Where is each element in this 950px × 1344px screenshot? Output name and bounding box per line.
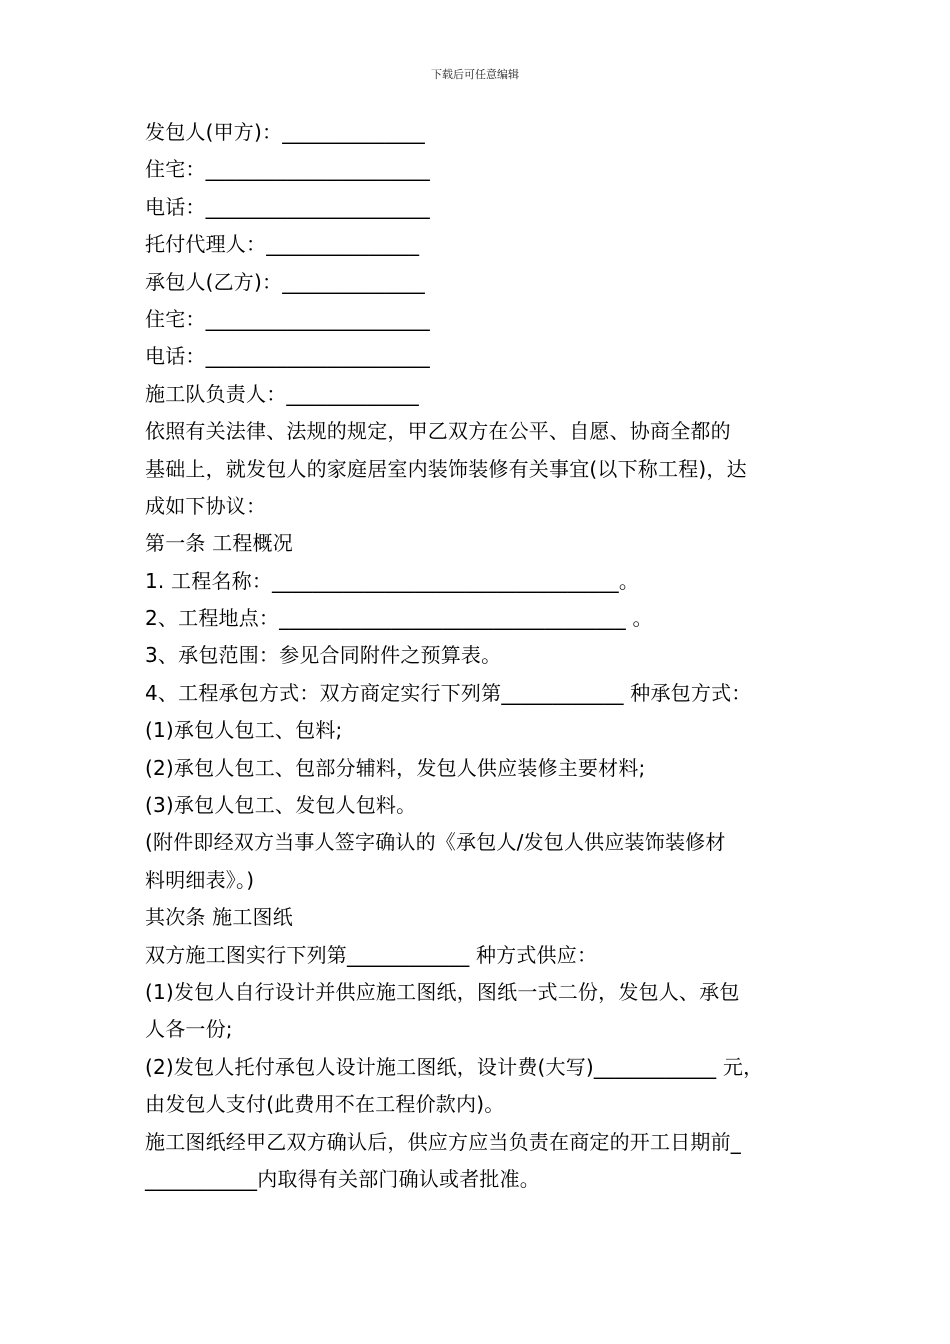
project-location-line: 2、工程地点：__________________________________ 。 bbox=[145, 606, 653, 631]
party-a-line: 发包人(甲方)：______________ bbox=[145, 120, 426, 144]
drawing-option-2-line-1: (2)发包人托付承包人设计施工图纸，设计费(大写)____________ 元， bbox=[145, 1054, 764, 1079]
drawing-option-1-line-2: 人各一份; bbox=[145, 1017, 233, 1042]
preamble-line-2: 基础上，就发包人的家庭居室内装饰装修有关事宜(以下称工程)，达 bbox=[145, 456, 747, 481]
method-option-3: (3)承包人包工、发包人包料。 bbox=[145, 793, 417, 818]
article-1-heading: 第一条 工程概况 bbox=[145, 531, 293, 556]
party-b-line: 承包人(乙方)：______________ bbox=[145, 269, 426, 294]
preamble-line-1: 依照有关法律、法规的规定，甲乙双方在公平、自愿、协商全都的 bbox=[145, 419, 731, 444]
method-option-2: (2)承包人包工、包部分辅料，发包人供应装修主要材料; bbox=[145, 755, 646, 780]
drawing-approval-line-1: 施工图纸经甲乙双方确认后，供应方应当负责在商定的开工日期前_ bbox=[145, 1129, 741, 1154]
contract-method-line: 4、工程承包方式：双方商定实行下列第____________ 种承包方式： bbox=[145, 680, 752, 705]
drawing-option-1-line-1: (1)发包人自行设计并供应施工图纸，图纸一式二份，发包人、承包 bbox=[145, 979, 740, 1004]
party-b-address-line: 住宅：______________________ bbox=[145, 306, 430, 331]
page-header: 下载后可任意编辑 bbox=[431, 68, 519, 81]
party-a-phone-line: 电话：______________________ bbox=[145, 194, 430, 219]
crew-leader-line: 施工队负责人：_____________ bbox=[145, 381, 419, 406]
preamble-line-3: 成如下协议： bbox=[145, 493, 267, 518]
party-a-address-line: 住宅：______________________ bbox=[145, 157, 430, 182]
party-b-phone-line: 电话：______________________ bbox=[145, 344, 430, 369]
drawing-option-2-line-2: 由发包人支付(此费用不在工程价款内)。 bbox=[145, 1092, 505, 1117]
article-2-heading: 其次条 施工图纸 bbox=[145, 905, 293, 930]
agent-line: 托付代理人：_______________ bbox=[145, 232, 420, 257]
attachment-note-line-1: (附件即经双方当事人签字确认的《承包人/发包人供应装饰装修材 bbox=[145, 830, 726, 855]
drawing-approval-line-2: ___________内取得有关部门确认或者批准。 bbox=[145, 1166, 540, 1191]
contract-scope-line: 3、承包范围：参见合同附件之预算表。 bbox=[145, 643, 502, 668]
contract-body bbox=[145, 114, 825, 1198]
method-option-1: (1)承包人包工、包料; bbox=[145, 718, 343, 743]
project-name-line: 1. 工程名称：__________________________________。 bbox=[145, 568, 640, 593]
drawing-method-line: 双方施工图实行下列第____________ 种方式供应： bbox=[145, 942, 598, 967]
attachment-note-line-2: 料明细表》。) bbox=[145, 867, 255, 892]
